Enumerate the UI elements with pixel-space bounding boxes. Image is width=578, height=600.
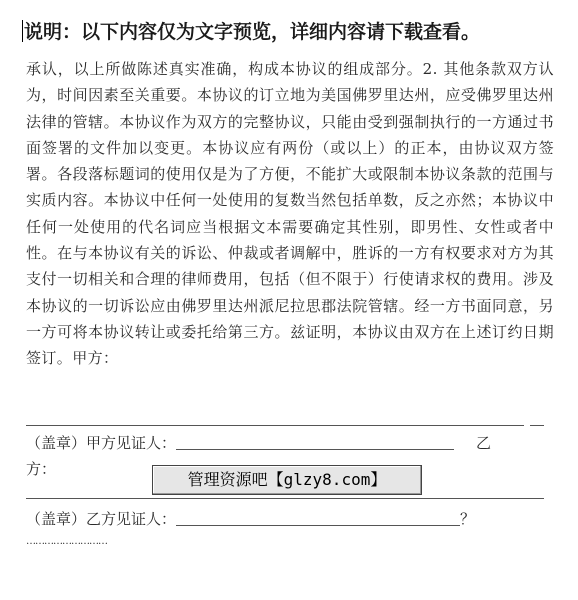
trailing-mark: ？ [460, 510, 476, 528]
party-a-witness-label: （盖章）甲方见证人： [26, 434, 177, 452]
signature-line-party-a [26, 425, 524, 426]
ellipsis-dots: ……………………… [26, 536, 107, 547]
party-b-prefix-2: 方： [26, 460, 57, 478]
banner-label-end: 】 [370, 470, 387, 489]
agreement-body-text: 承认，以上所做陈述真实准确，构成本协议的组成部分。2. 其他条款双方认为，时间因素至关重要。本协议的订立地为美国佛罗里达州，应受佛罗里达州法律的管辖。本协议作为双方的完整协议，只能由受到强制执行的一方通过书面签署的文件加以变更。本协议应有两份（或以上）的正本，由协议双方签署。各段落标题词的使用仅是为了方便，不能扩大或限制本协议条款的范围与实质内容。本协议中任何一处使用的复数当然包括单数，反之亦然；本协议中任何一处使用的代名词应当根据文本需要确定其性别，即男性、女性或者中性。在与本协议有关的诉讼、仲裁或者调解中，胜诉的一方有权要求对方为其支付一切相关和合理的律师费用，包括（但不限于）行使请求权的费用。涉及本协议的一切诉讼应由佛罗里达州派尼拉思郡法院管辖。经一方书面同意，另一方可将本协议转让或委托给第三方。兹证明，本协议由双方在上述订约日期签订。甲方： [26, 60, 554, 368]
party-b-prefix-1: 乙 [476, 434, 492, 452]
banner-label-cn: 管理资源吧【 [187, 470, 284, 489]
party-b-witness-row [26, 509, 556, 529]
preview-notice-text: 说明：以下内容仅为文字预览，详细内容请下载查看。 [24, 21, 481, 43]
signature-line-party-b [26, 498, 544, 499]
party-a-witness-blank [176, 449, 454, 450]
party-b-witness-blank [176, 525, 460, 526]
preview-notice [22, 19, 572, 45]
text-cursor [22, 20, 23, 42]
ellipsis-row [26, 532, 556, 552]
party-a-witness-row [26, 433, 556, 453]
signature-line-party-a-tail [530, 425, 544, 426]
party-b-witness-label: （盖章）乙方见证人： [26, 510, 177, 528]
site-banner[interactable] [152, 465, 422, 495]
banner-label-site: glzy8.com [283, 470, 371, 489]
